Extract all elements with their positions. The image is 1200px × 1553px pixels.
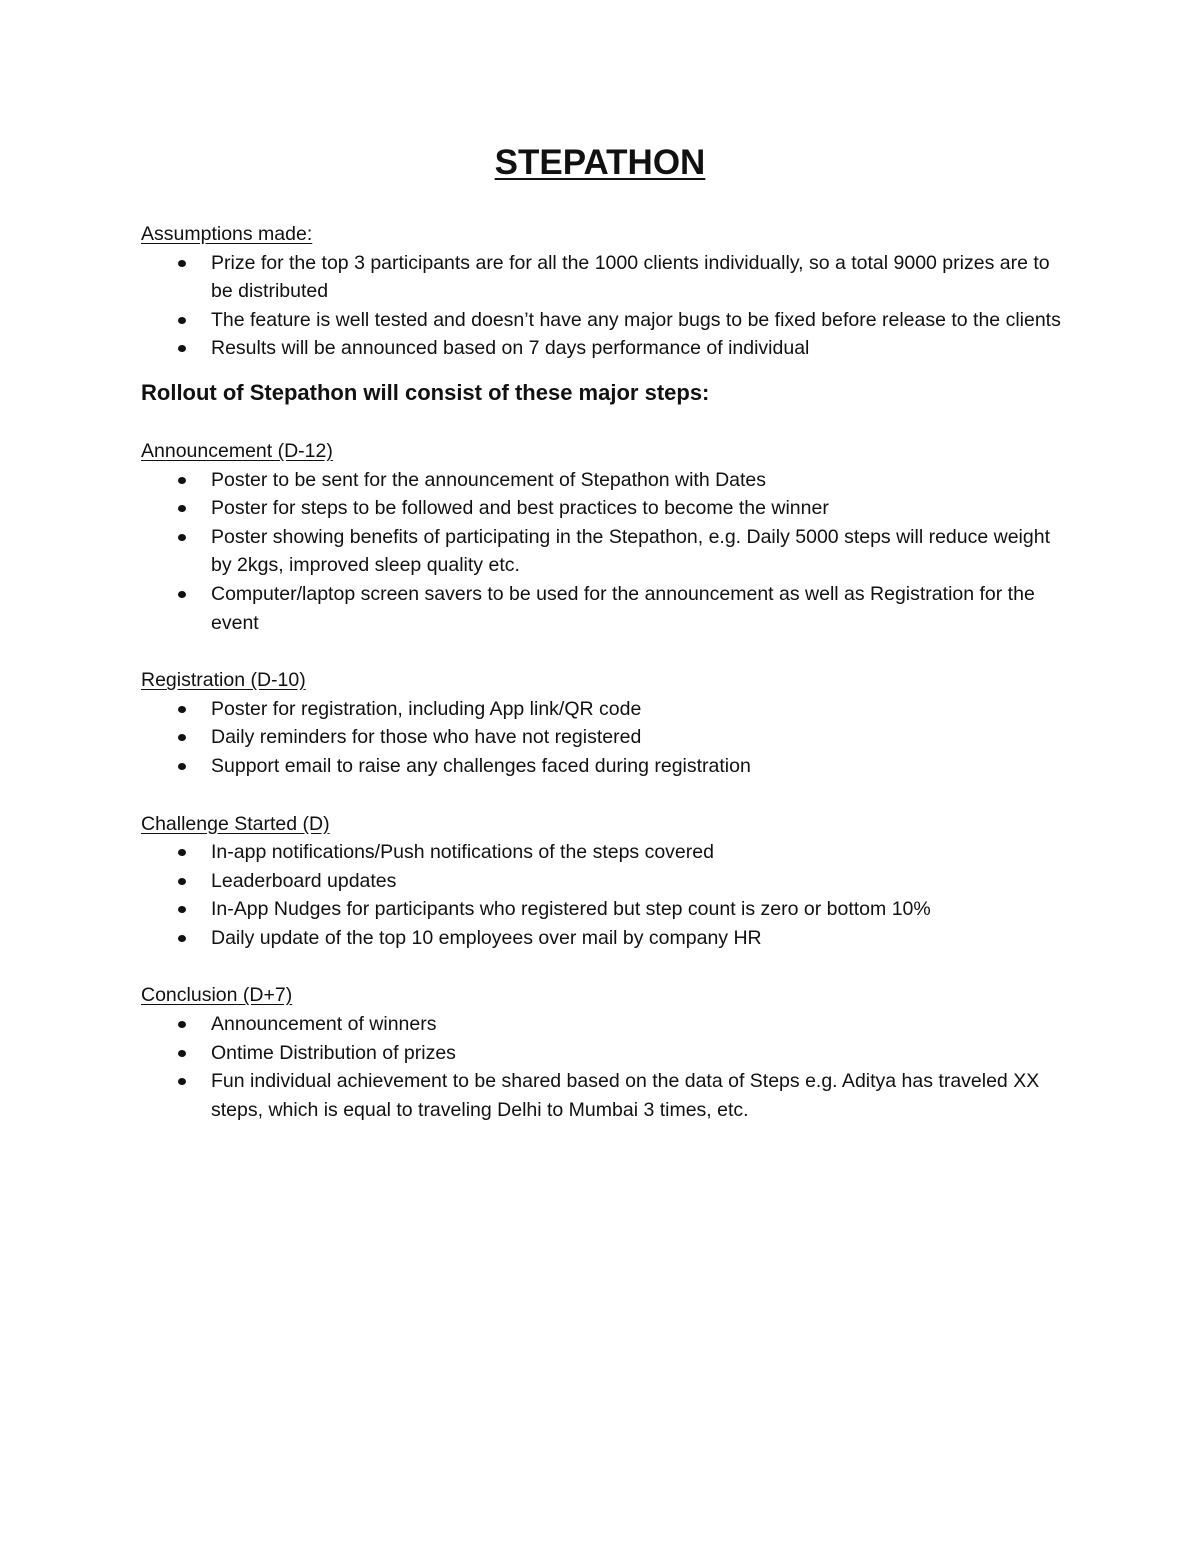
challenge-heading: Challenge Started (D)	[141, 812, 330, 835]
list-item-text: Leaderboard updates	[211, 869, 397, 892]
bullet-dot-icon	[178, 1078, 186, 1085]
list-item	[141, 838, 1071, 867]
list-item-text: Fun individual achievement to be shared based on the data of Steps e.g. Aditya has traveled XX steps, which is equal to traveling Delhi to Mumbai 3 times, etc.	[211, 1070, 1040, 1121]
assumptions-heading: Assumptions made:	[141, 223, 313, 245]
list-item	[141, 1067, 1071, 1124]
list-item-text: In-app notifications/Push notifications of the steps covered	[211, 841, 714, 864]
list-item	[141, 695, 1071, 724]
conclusion-list	[141, 1010, 1071, 1124]
bullet-dot-icon	[178, 534, 186, 541]
list-item-text: Results will be announced based on 7 days performance of individual	[211, 337, 810, 360]
bullet-dot-icon	[178, 763, 186, 770]
bullet-dot-icon	[178, 260, 186, 267]
list-item-text: Daily reminders for those who have not registered	[211, 726, 642, 749]
assumptions-list	[141, 249, 1071, 363]
bullet-dot-icon	[178, 317, 186, 324]
bullet-dot-icon	[178, 1050, 186, 1057]
registration-heading: Registration (D-10)	[141, 669, 306, 692]
list-item	[141, 249, 1071, 306]
list-item-text: Poster for steps to be followed and best practices to become the winner	[211, 497, 829, 520]
bullet-dot-icon	[178, 849, 186, 856]
list-item	[141, 752, 1071, 781]
registration-list	[141, 695, 1071, 781]
conclusion-heading: Conclusion (D+7)	[141, 984, 293, 1007]
bullet-dot-icon	[178, 906, 186, 913]
list-item	[141, 867, 1071, 896]
list-item	[141, 924, 1071, 953]
list-item	[141, 523, 1071, 580]
list-item	[141, 1039, 1071, 1068]
list-item	[141, 723, 1071, 752]
list-item-text: Announcement of winners	[211, 1013, 437, 1036]
announcement-section	[141, 437, 1071, 637]
list-item-text: In-App Nudges for participants who registered but step count is zero or bottom 10%	[211, 898, 931, 921]
assumptions-section	[141, 220, 1071, 363]
announcement-list	[141, 466, 1071, 638]
list-item-text: Poster showing benefits of participating in the Stepathon, e.g. Daily 5000 steps will reduce weight by 2kgs, improved sleep quality etc.	[211, 525, 1050, 577]
conclusion-section	[141, 981, 1071, 1124]
bullet-dot-icon	[178, 935, 186, 942]
list-item-text: Support email to raise any challenges faced during registration	[211, 754, 751, 777]
list-item-text: The feature is well tested and doesn’t have any major bugs to be fixed before release to the clients	[211, 308, 1061, 331]
list-item-text: Poster for registration, including App link/QR code	[211, 697, 642, 720]
list-item-text: Daily update of the top 10 employees over mail by company HR	[211, 926, 762, 949]
list-item	[141, 494, 1071, 523]
list-item	[141, 334, 1071, 363]
list-item-text: Computer/laptop screen savers to be used for the announcement as well as Registration for the event	[211, 582, 1035, 634]
list-item-text: Prize for the top 3 participants are for all the 1000 clients individually, so a total 9000 prizes are to be distributed	[211, 251, 1050, 303]
list-item	[141, 580, 1071, 637]
list-item	[141, 1010, 1071, 1039]
bullet-dot-icon	[178, 734, 186, 741]
spacer	[141, 637, 1071, 666]
bullet-dot-icon	[178, 477, 186, 484]
bullet-dot-icon	[178, 706, 186, 713]
spacer	[141, 952, 1071, 981]
challenge-section	[141, 810, 1071, 953]
list-item-text: Ontime Distribution of prizes	[211, 1041, 456, 1064]
bullet-dot-icon	[178, 1021, 186, 1028]
announcement-heading: Announcement (D-12)	[141, 439, 333, 462]
bullet-dot-icon	[178, 591, 186, 598]
challenge-list	[141, 838, 1071, 952]
bullet-dot-icon	[178, 345, 186, 352]
document-title: STEPATHON	[494, 143, 706, 182]
list-item	[141, 466, 1071, 495]
rollout-heading: Rollout of Stepathon will consist of these major steps:	[141, 379, 710, 405]
list-item	[141, 895, 1071, 924]
list-item	[141, 306, 1071, 335]
spacer	[141, 781, 1071, 810]
document-body	[141, 220, 1071, 1124]
registration-section	[141, 666, 1071, 780]
bullet-dot-icon	[178, 505, 186, 512]
list-item-text: Poster to be sent for the announcement of Stepathon with Dates	[211, 468, 767, 491]
bullet-dot-icon	[178, 878, 186, 885]
